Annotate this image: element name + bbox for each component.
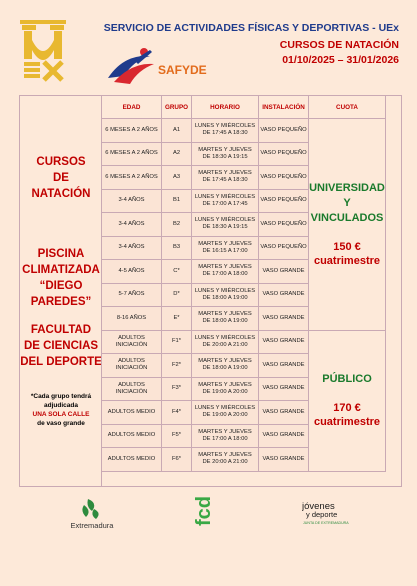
grupo-cell: A2 — [162, 142, 192, 166]
horario-line: DE 20:00 A 21:00 — [202, 341, 248, 348]
left-line-2: DE — [53, 172, 69, 184]
header-grupo: GRUPO — [162, 96, 192, 119]
horario-line: MARTES Y JUEVES — [198, 146, 252, 153]
horario-cell — [192, 424, 259, 448]
left-line-4: PISCINA — [37, 248, 85, 260]
note-line-4: de vaso grande — [37, 420, 85, 427]
instalacion-cell: VASO PEQUEÑO — [259, 189, 309, 213]
header-subtitle: CURSOS DE NATACIÓN — [279, 39, 399, 51]
edad-cell: ADULTOS INICIACIÓN — [102, 354, 162, 378]
horario-cell — [192, 377, 259, 401]
instalacion-cell: VASO PEQUEÑO — [259, 213, 309, 237]
horario-line: MARTES Y JUEVES — [198, 428, 252, 435]
cuota-uni-line-1: UNIVERSIDAD — [309, 181, 385, 194]
instalacion-cell: VASO GRANDE — [259, 354, 309, 378]
grupo-cell: A1 — [162, 119, 192, 143]
grupo-cell: B2 — [162, 213, 192, 237]
header-dates: 01/10/2025 – 31/01/2026 — [282, 54, 399, 66]
svg-text:jóvenes: jóvenes — [302, 501, 335, 512]
left-line-10: DEL DEPORTE — [20, 356, 102, 368]
cuota-publico-cell — [309, 330, 386, 471]
horario-line: LUNES Y MIÉRCOLES — [194, 334, 256, 341]
svg-text:fcd: fcd — [193, 496, 215, 526]
course-panel — [19, 95, 402, 487]
uex-logo — [20, 20, 66, 86]
horario-line: DE 18:00 A 19:00 — [202, 365, 248, 372]
left-line-1: CURSOS — [36, 156, 86, 168]
cuota-uni-price: 150 € — [333, 240, 361, 253]
horario-cell — [192, 142, 259, 166]
svg-text:JUNTA DE EXTREMADURA: JUNTA DE EXTREMADURA — [303, 521, 349, 525]
table-row — [102, 330, 386, 354]
edad-cell: ADULTOS INICIACIÓN — [102, 330, 162, 354]
svg-text:Extremadura: Extremadura — [70, 521, 114, 530]
horario-cell — [192, 401, 259, 425]
horario-line: DE 17:45 A 18:30 — [202, 130, 248, 137]
instalacion-cell: VASO GRANDE — [259, 424, 309, 448]
horario-line: DE 16:15 A 17:00 — [202, 247, 248, 254]
edad-cell: 6 MESES A 2 AÑOS — [102, 119, 162, 143]
horario-line: MARTES Y JUEVES — [198, 358, 252, 365]
horario-line: DE 20:00 A 21:00 — [202, 459, 248, 466]
grupo-cell: A3 — [162, 166, 192, 190]
table-header-row — [102, 96, 386, 119]
horario-cell — [192, 330, 259, 354]
edad-cell: 4-5 AÑOS — [102, 260, 162, 284]
grupo-cell: F6* — [162, 448, 192, 472]
horario-cell — [192, 307, 259, 331]
horario-line: MARTES Y JUEVES — [198, 264, 252, 271]
cuota-pub-period: cuatrimestre — [313, 416, 381, 428]
left-line-8: FACULTAD — [30, 324, 92, 336]
grupo-cell: F1* — [162, 330, 192, 354]
horario-line: LUNES Y MIÉRCOLES — [194, 123, 256, 130]
instalacion-cell: VASO PEQUEÑO — [259, 166, 309, 190]
safyde-logo — [104, 46, 224, 90]
edad-cell: ADULTOS MEDIO — [102, 448, 162, 472]
grupo-cell: B3 — [162, 236, 192, 260]
instalacion-cell: VASO GRANDE — [259, 307, 309, 331]
left-info-column — [20, 96, 102, 486]
left-line-5: CLIMATIZADA — [22, 264, 100, 276]
horario-line: LUNES Y MIÉRCOLES — [194, 287, 256, 294]
horario-line: DE 17:45 A 18:30 — [202, 177, 248, 184]
horario-line: MARTES Y JUEVES — [198, 240, 252, 247]
cuota-pub-line-1: PÚBLICO — [322, 373, 372, 385]
svg-text:SAFYDE: SAFYDE — [158, 63, 207, 77]
grupo-cell: F3* — [162, 377, 192, 401]
schedule-table — [101, 95, 386, 472]
cuota-uni-line-3: VINCULADOS — [310, 211, 384, 224]
header-horario: HORARIO — [192, 96, 259, 119]
instalacion-cell: VASO GRANDE — [259, 283, 309, 307]
grupo-cell: F4* — [162, 401, 192, 425]
edad-cell: ADULTOS MEDIO — [102, 401, 162, 425]
left-line-3: NATACIÓN — [31, 188, 91, 200]
edad-cell: 6 MESES A 2 AÑOS — [102, 142, 162, 166]
edad-cell: 5-7 AÑOS — [102, 283, 162, 307]
horario-cell — [192, 189, 259, 213]
cuota-uni-period: cuatrimestre — [313, 254, 381, 267]
header-edad: EDAD — [102, 96, 162, 119]
grupo-cell: C* — [162, 260, 192, 284]
horario-line: DE 18:00 A 19:00 — [202, 318, 248, 325]
horario-cell — [192, 119, 259, 143]
table-row — [102, 119, 386, 143]
left-line-9: DE CIENCIAS — [23, 340, 99, 352]
jovenes-deporte-logo — [302, 498, 362, 526]
edad-cell: ADULTOS INICIACIÓN — [102, 377, 162, 401]
horario-line: DE 19:00 A 20:00 — [202, 412, 248, 419]
edad-cell: 3-4 AÑOS — [102, 213, 162, 237]
horario-line: DE 17:00 A 17:45 — [202, 200, 248, 207]
horario-cell — [192, 213, 259, 237]
note-line-3: UNA SOLA CALLE — [32, 411, 90, 418]
horario-cell — [192, 166, 259, 190]
grupo-cell: D* — [162, 283, 192, 307]
instalacion-cell: VASO GRANDE — [259, 330, 309, 354]
edad-cell: 6 MESES A 2 AÑOS — [102, 166, 162, 190]
left-line-7: PAREDES” — [30, 296, 92, 308]
header-title: SERVICIO DE ACTIVIDADES FÍSICAS Y DEPORTIVAS - UEx — [103, 22, 399, 34]
horario-line: MARTES Y JUEVES — [198, 311, 252, 318]
horario-line: DE 19:00 A 20:00 — [202, 388, 248, 395]
fcd-logo — [186, 494, 216, 528]
edad-cell: 3-4 AÑOS — [102, 236, 162, 260]
horario-line: MARTES Y JUEVES — [198, 381, 252, 388]
horario-line: MARTES Y JUEVES — [198, 452, 252, 459]
note-line-1: *Cada grupo tendrá — [30, 393, 92, 400]
edad-cell: 3-4 AÑOS — [102, 189, 162, 213]
horario-cell — [192, 260, 259, 284]
extremadura-logo — [62, 497, 122, 531]
instalacion-cell: VASO PEQUEÑO — [259, 142, 309, 166]
left-line-6: “DIEGO — [39, 280, 83, 292]
instalacion-cell: VASO PEQUEÑO — [259, 119, 309, 143]
cuota-uni-line-2: Y — [343, 196, 351, 209]
cuota-pub-price: 170 € — [333, 402, 361, 414]
instalacion-cell: VASO PEQUEÑO — [259, 236, 309, 260]
instalacion-cell: VASO GRANDE — [259, 401, 309, 425]
horario-cell — [192, 354, 259, 378]
horario-cell — [192, 448, 259, 472]
instalacion-cell: VASO GRANDE — [259, 448, 309, 472]
edad-cell: 8-16 AÑOS — [102, 307, 162, 331]
edad-cell: ADULTOS MEDIO — [102, 424, 162, 448]
horario-cell — [192, 236, 259, 260]
header-instalacion: INSTALACIÓN — [259, 96, 309, 119]
cuota-universidad-cell — [309, 119, 386, 331]
header-cuota: CUOTA — [309, 96, 386, 119]
horario-line: MARTES Y JUEVES — [198, 170, 252, 177]
horario-line: DE 17:00 A 18:00 — [202, 435, 248, 442]
note-line-2: adjudicada — [44, 402, 78, 409]
grupo-cell: F5* — [162, 424, 192, 448]
horario-line: DE 18:00 A 19:00 — [202, 294, 248, 301]
instalacion-cell: VASO GRANDE — [259, 260, 309, 284]
instalacion-cell: VASO GRANDE — [259, 377, 309, 401]
grupo-cell: F2* — [162, 354, 192, 378]
horario-line: LUNES Y MIÉRCOLES — [194, 405, 256, 412]
grupo-cell: B1 — [162, 189, 192, 213]
svg-text:y deporte: y deporte — [306, 510, 338, 519]
horario-line: DE 18:30 A 19:15 — [202, 224, 248, 231]
horario-line: DE 17:00 A 18:00 — [202, 271, 248, 278]
grupo-cell: E* — [162, 307, 192, 331]
horario-line: LUNES Y MIÉRCOLES — [194, 193, 256, 200]
horario-cell — [192, 283, 259, 307]
horario-line: DE 18:30 A 19:15 — [202, 153, 248, 160]
horario-line: LUNES Y MIÉRCOLES — [194, 217, 256, 224]
